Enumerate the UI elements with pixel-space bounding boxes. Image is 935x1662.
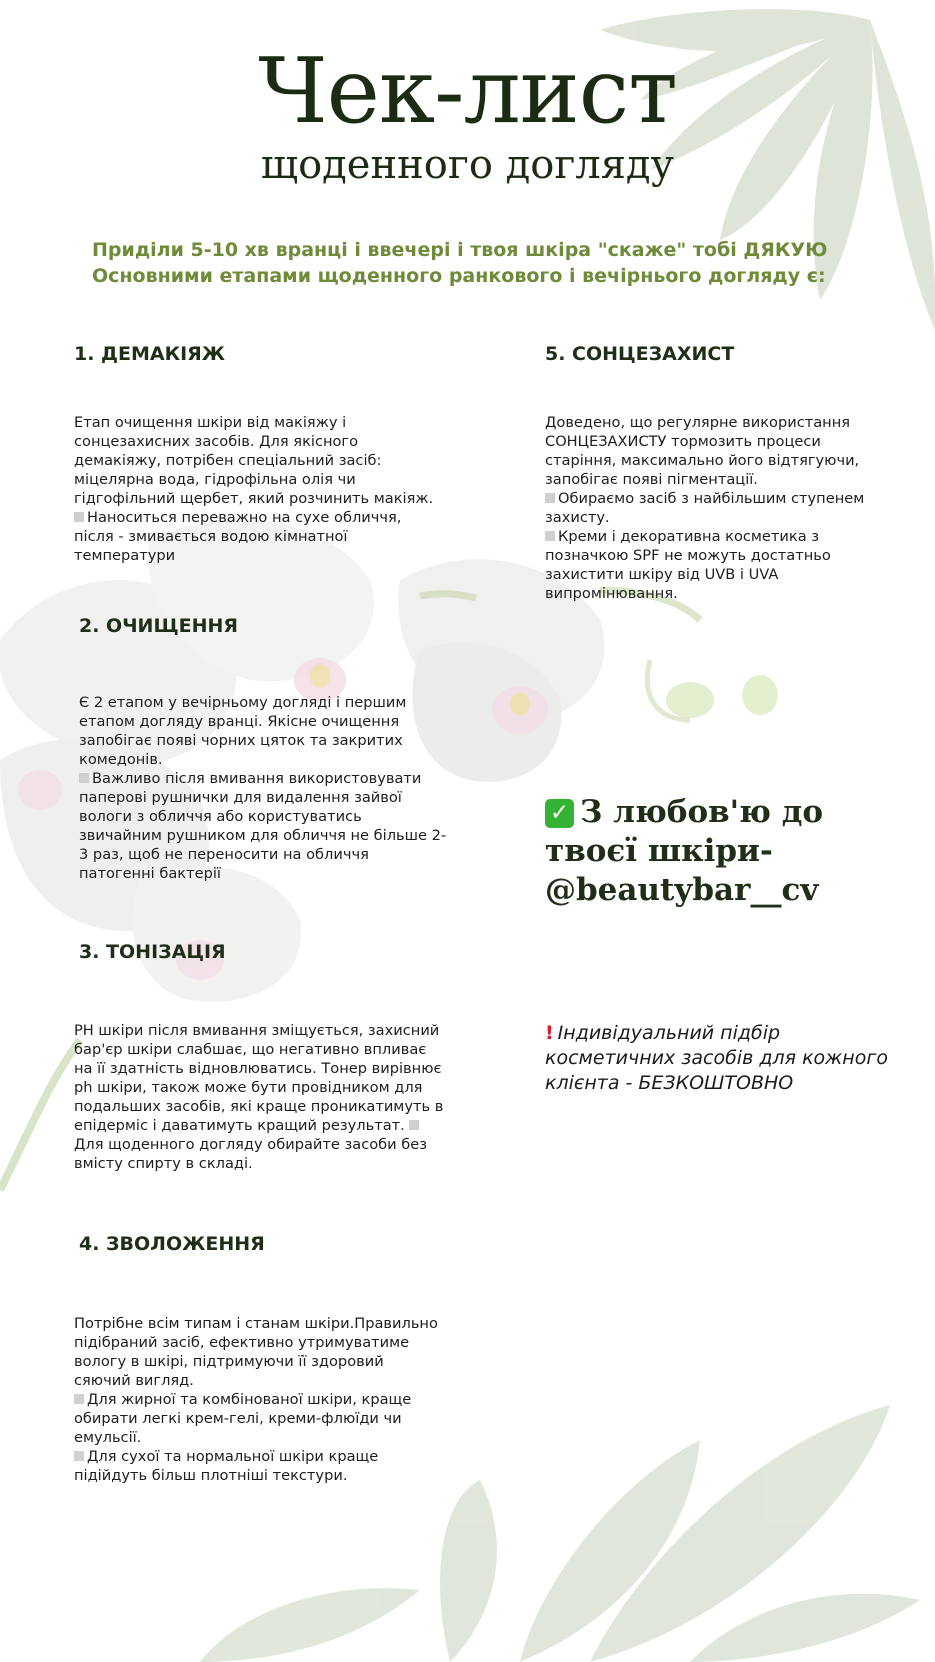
section-1-text: Етап очищення шкіри від макіяжу і сонцезахисних засобів. Для якісного демакіяжу, потрібен спеціальний засіб: міцелярна вода, гідрофільна олія чи гідгофільний щербет, який розчинить макіяж. xyxy=(74,414,434,507)
section-3-body xyxy=(74,1021,444,1173)
love-line-1: ✓ З любов'ю до xyxy=(545,793,915,832)
section-5-text: Доведено, що регулярне використання СОНЦЕЗАХИСТУ тормозить процеси старіння, максимально його відтягуючи, запобігає появі пігментації. xyxy=(545,414,860,488)
section-4-text: Потрібне всім типам і станам шкіри.Правильно підібраний засіб, ефективно утримуватиме вологу в шкірі, підтримуючи її здоровий сяючий вигляд. xyxy=(74,1315,438,1389)
bullet-square-icon xyxy=(74,1451,84,1461)
bullet-square-icon xyxy=(545,493,555,503)
section-4-bullet-1: Для жирної та комбінованої шкіри, краще обирати легкі крем-гелі, креми-флюїди чи емульсії. xyxy=(74,1391,412,1446)
section-3-title: 3. ТОНІЗАЦІЯ xyxy=(79,941,226,963)
note-text: Індивідуальний підбір косметичних засобів для кожного клієнта - БЕЗКОШТОВНО xyxy=(545,1022,888,1094)
section-2-bullet: Важливо після вмивання використовувати паперові рушнички для видалення зайвої вологи з обличчя або користуватись звичайним рушником для обличчя не більше 2-3 раз, щоб не переносити на обличчя патогенні бактерії xyxy=(79,770,447,882)
section-2-title: 2. ОЧИЩЕННЯ xyxy=(79,615,239,637)
section-1-title: 1. ДЕМАКІЯЖ xyxy=(74,343,226,365)
page-title: Чек-лист xyxy=(258,39,677,144)
section-4-body xyxy=(74,1314,444,1485)
section-1-body xyxy=(74,413,444,565)
section-3-text: PH шкіри після вмивання зміщується, захисний бар'єр шкіри слабшає, що негативно впливає на її здатність відновлюватись. Тонер вирівнює ph шкіри, також може бути провідником для подальших засобів, які краще проникатимуть в епідерміс і даватимуть кращий результат. Для щоденного догляду обирайте засоби без вмісту спирту в складі. xyxy=(74,1022,444,1172)
bullet-square-icon xyxy=(74,512,84,522)
section-5-bullet-2: Креми і декоративна косметика з позначкою SPF не можуть достатньо захистити шкіру від UVB і UVA випромінювання. xyxy=(545,528,831,602)
instagram-handle: @beautybar__cv xyxy=(545,872,819,908)
intro-text xyxy=(92,237,892,289)
section-2-text: Є 2 етапом у вечірньому догляді і першим етапом догляду вранці. Якісне очищення запобігає появі чорних цяток та закритих комедонів. xyxy=(79,694,407,768)
section-2-body xyxy=(79,693,449,883)
bullet-square-icon xyxy=(545,531,555,541)
bullet-square-icon xyxy=(79,773,89,783)
bullet-square-icon xyxy=(74,1394,84,1404)
intro-line-2: Основними етапами щоденного ранкового і вечірнього догляду є: xyxy=(92,265,826,287)
section-1-bullet: Наноситься переважно на сухе обличчя, після - змивається водою кімнатної температури xyxy=(74,509,402,564)
section-5-body xyxy=(545,413,880,603)
section-4-bullet-2: Для сухої та нормальної шкіри краще підійдуть більш плотніші текстури. xyxy=(74,1448,379,1484)
love-message xyxy=(545,793,915,910)
check-mark-icon: ✓ xyxy=(545,799,574,828)
bullet-square-icon xyxy=(409,1120,419,1130)
intro-line-1: Приділи 5-10 хв вранці і ввечері і твоя шкіра "скаже" тобі ДЯКУЮ xyxy=(92,239,828,261)
section-5-title: 5. СОНЦЕЗАХИСТ xyxy=(545,343,735,365)
love-line-2: твоєї шкіри- xyxy=(545,833,773,869)
section-5-bullet-1: Обираємо засіб з найбільшим ступенем захисту. xyxy=(545,490,865,526)
page-subtitle: щоденного догляду xyxy=(260,142,675,188)
section-4-title: 4. ЗВОЛОЖЕННЯ xyxy=(79,1233,265,1255)
exclamation-icon: ! xyxy=(545,1022,554,1044)
free-consultation-note xyxy=(545,1021,905,1096)
